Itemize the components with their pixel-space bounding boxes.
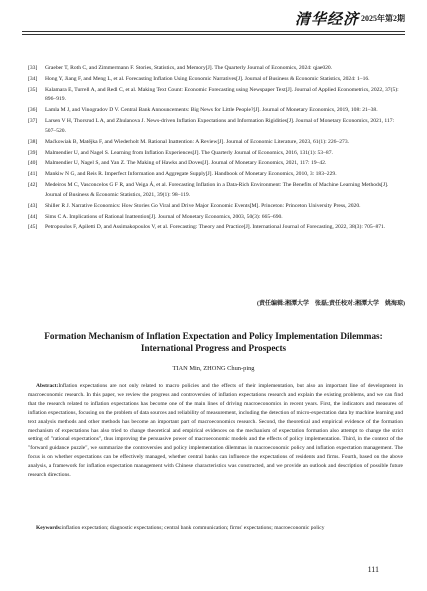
- reference-item: [28, 86, 405, 105]
- keywords-text: inflation expectation; diagnostic expectations; central bank communication; firms' expectations; macroeconomic policy: [61, 525, 325, 531]
- reference-text: Kalamara E, Turrell A, and Redl C, et al. Making Text Count: Economic Forecasting using Newspaper Text[J]. Journal of Applied Econometrics, 2022, 37(5): 896–919.: [45, 86, 399, 103]
- reference-item: [28, 159, 405, 169]
- reference-item: [28, 170, 405, 180]
- reference-text: Mankiw N G, and Reis R. Imperfect Information and Aggregate Supply[J]. Handbook of Monetary Economics, 2010, 3: 183–229.: [45, 171, 337, 178]
- reference-number: [42]: [28, 182, 38, 189]
- page-number: 111: [367, 565, 379, 574]
- editor-note: (责任编辑:湘潭大学 张磊;责任校对:湘潭大学 姚海琼): [257, 301, 405, 307]
- reference-item: [28, 181, 405, 200]
- reference-number: [45]: [28, 224, 38, 231]
- reference-number: [34]: [28, 75, 38, 82]
- journal-logo: 清华经济: [294, 12, 359, 28]
- english-title: Formation Mechanism of Inflation Expectation and Policy Implementation Dilemmas: International Progress and Prospects: [44, 331, 383, 353]
- reference-number: [33]: [28, 65, 38, 71]
- reference-text: Lamla M J, and Vinogradov D V. Central Bank Announcements: Big News for Little People?[J]. Journal of Monetary Economics, 2019, 108: 21–38.: [45, 107, 378, 114]
- reference-number: [41]: [28, 171, 38, 178]
- abstract-text: Inflation expectations are not only related to macro policies and the effects of their implementation, but also an important line of development in macroeconomic research. In this paper, we review the progress and controversies of inflation expectations research and explain the existing problems, and we can find that the research related to inflation expectations has become one of the main lines of driving macroeconomics in recent years. First, the indicators and measures of inflation expectations, focusing on the problem of data sources and reliability of measurement, including the detection of micro-expectation data by machine learning and text analysis methods and other methods has become an important part of macroeconomics research. Second, the theoretical and empirical evidence of the formation mechanism of expectations has also tried to change theoretical and empirical evidences on the mechanism of expectation formation also attempt to change the strict setting of "rational expectations", thus improving the persuasive power of macroeconomic models and the effects of policy implementation. Third, in the context of the "forward guidance puzzle", we summarize the controversies and policy implementation dilemmas in macroeconomic policy and inflation expectation management. The focus is on whether expectations can be effectively managed, whether central banks can influence the expectations of residents and firms. Fourth, based on the above analysis, a framework for inflation expectation management with Chinese characteristics was constructed, and we provide an outlook and description of possible future research directions.: [28, 383, 403, 479]
- reference-number: [35]: [28, 86, 38, 93]
- header-rule-thick: [22, 31, 405, 32]
- reference-text: Hong Y, Jiang F, and Meng L, et al. Forecasting Inflation Using Economic Narratives[J]. Journal of Business & Economic Statistics, 2024: 1–16.: [45, 75, 370, 82]
- reference-text: Maćkowiak B, Matějka F, and Wiederholt M. Rational Inattention: A Review[J]. Journal of Economic Literature, 2023, 61(1): 226–273.: [45, 138, 350, 145]
- reference-number: [44]: [28, 213, 38, 220]
- header-rule-thin: [22, 34, 405, 35]
- reference-number: [40]: [28, 160, 38, 167]
- keywords: [28, 524, 403, 533]
- reference-number: [39]: [28, 149, 38, 156]
- issue-label: 2025年第2期: [361, 14, 405, 23]
- reference-item: [28, 213, 405, 223]
- reference-item: [28, 138, 405, 148]
- reference-item: [28, 75, 405, 85]
- abstract: [28, 382, 403, 480]
- reference-text: Petropoulos F, Apiletti D, and Assimakopoulos V, et al. Forecasting: Theory and Practice[J]. International Journal of Forecasting, 2022, 38(3): 705–871.: [45, 224, 386, 231]
- reference-text: Shiller R J. Narrative Economics: How Stories Go Viral and Drive Major Economic Events[M]. Princeton: Princeton University Press, 2020.: [45, 202, 361, 209]
- reference-text: Medeiros M C, Vasconcelos G F R, and Veiga Á, et al. Forecasting Inflation in a Data-Rich Environment: The Benefits of Machine Learning Methods[J]. Journal of Business & Economic Statistics, 2021, 39(1): 98–119.: [45, 182, 389, 198]
- reference-text: Sims C A. Implications of Rational Inattention[J]. Journal of Monetary Economics, 2003, 50(3): 665–690.: [45, 213, 283, 220]
- reference-text: Malmendier U, and Nagel S. Learning from Inflation Experiences[J]. The Quarterly Journal of Economics, 2016, 131(1): 53–87.: [45, 149, 333, 156]
- reference-list: [28, 64, 405, 234]
- abstract-label: Abstract:: [36, 383, 59, 389]
- authors: TIAN Min, ZHONG Chun-ping: [172, 365, 255, 372]
- reference-item: [28, 202, 405, 212]
- reference-item: [28, 149, 405, 159]
- reference-item: [28, 64, 405, 74]
- reference-item: [28, 223, 405, 233]
- reference-item: [28, 106, 405, 116]
- reference-number: [43]: [28, 202, 38, 209]
- reference-text: Graeber T, Roth C, and Zimmermann F. Stories, Statistics, and Memory[J]. The Quarterly Journal of Economics, 2024: qjae020.: [45, 65, 333, 71]
- reference-number: [37]: [28, 118, 38, 125]
- reference-item: [28, 117, 405, 136]
- keywords-label: Keywords:: [36, 525, 62, 531]
- reference-text: Malmendier U, Nagel S, and Yan Z. The Making of Hawks and Doves[J]. Journal of Monetary Economics, 2021, 117: 19–42.: [45, 160, 327, 167]
- reference-number: [36]: [28, 107, 38, 114]
- page-header: [22, 8, 405, 30]
- reference-number: [38]: [28, 138, 38, 145]
- reference-text: Larsen V H, Thorsrud L A, and Zhulanova J. News-driven Inflation Expectations and Information Rigidities[J]. Journal of Monetary Economics, 2021, 117: 507–520.: [45, 118, 395, 134]
